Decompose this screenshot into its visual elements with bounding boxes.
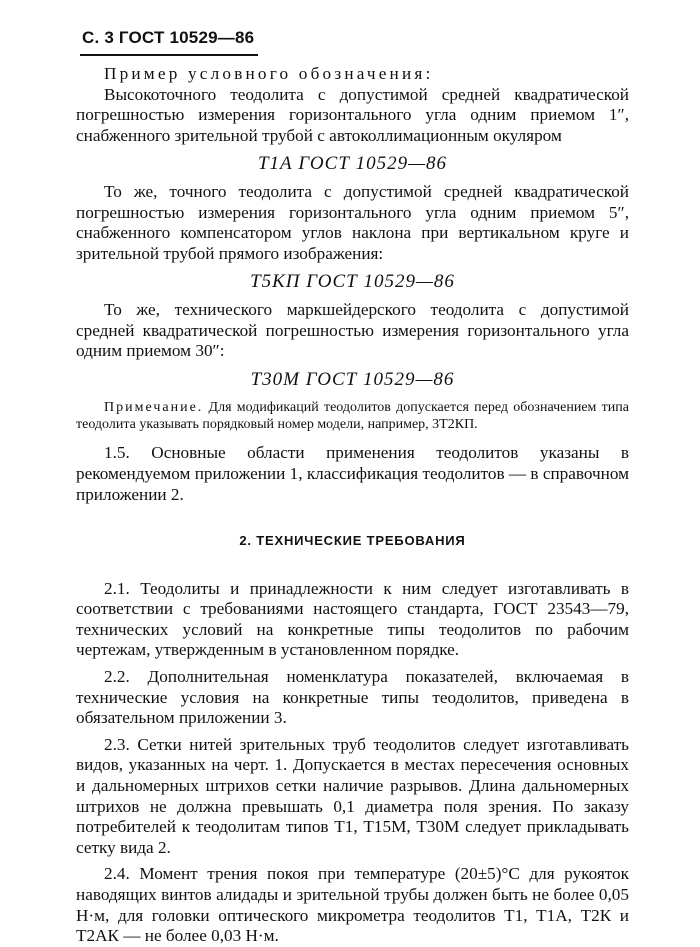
page-header: С. 3 ГОСТ 10529—86 [82,28,255,47]
note-label: Примечание. [104,400,204,416]
note-text: Для модификаций теодолитов допускается перед обозначением типа теодолита указывать порядковый номер модели, например, 3Т2КП. [76,400,629,432]
example-3-text: То же, технического маркшейдерского теодолита с допустимой средней квадратической погрешностью измерения горизонтального угла одним приемом 30″: [76,299,629,361]
document-body [76,64,629,947]
example-2-text: То же, точного теодолита с допустимой средней квадратической погрешностью измерения горизонтального угла одним приемом 5″, снабженного компенсатором углов наклона при вертикальном круге и зрительной трубой прямого изображения: [76,181,629,263]
designation-3: Т30М ГОСТ 10529—86 [250,368,455,390]
clause-2-2: 2.2. Дополнительная номенклатура показателей, включаемая в технические условия на конкретные типы теодолитов, приведена в обязательном приложении 3. [76,667,629,728]
designation-1: Т1А ГОСТ 10529—86 [257,153,448,175]
designation-2: Т5КП ГОСТ 10529—86 [250,271,455,293]
clause-2-3: 2.3. Сетки нитей зрительных труб теодолитов следует изготавливать видов, указанных на черт. 1. Допускается в местах пересечения основных и дальномерных штрихов сетки наличие разрывов. Длина дальномерных штрихов не должна превышать 0,1 диаметра поля зрения. По заказу потребителей к теодолитам типов Т1, Т15М, Т30М следует прикладывать сетку вида 2. [76,734,629,857]
clause-2-4: 2.4. Момент трения покоя при температуре (20±5)°С для рукояток наводящих винтов алидады и зрительной трубы должен быть не более 0,05 Н·м, для головки оптического микрометра теодолитов Т1, Т1А, Т2К и Т2АК — не более 0,03 Н·м. [76,864,629,946]
example-label: Пример условного обозначения: [104,64,434,83]
clause-2-1: 2.1. Теодолиты и принадлежности к ним следует изготавливать в соответствии с требованиями настоящего стандарта, ГОСТ 23543—79, технических условий на конкретные типы теодолитов по рабочим чертежам, утвержденным в установленном порядке. [76,578,629,660]
note [76,400,629,433]
section-2-title: 2. ТЕХНИЧЕСКИЕ ТРЕБОВАНИЯ [239,533,466,549]
header-rule [80,54,258,56]
clause-1-5: 1.5. Основные области применения теодолитов указаны в рекомендуемом приложении 1, классификация теодолитов — в справочном приложении 2. [76,443,629,504]
example-1-text: Высокоточного теодолита с допустимой средней квадратической погрешностью измерения горизонтального угла одним приемом 1″, снабженного зрительной трубой с автоколлимационным окуляром [76,84,629,145]
